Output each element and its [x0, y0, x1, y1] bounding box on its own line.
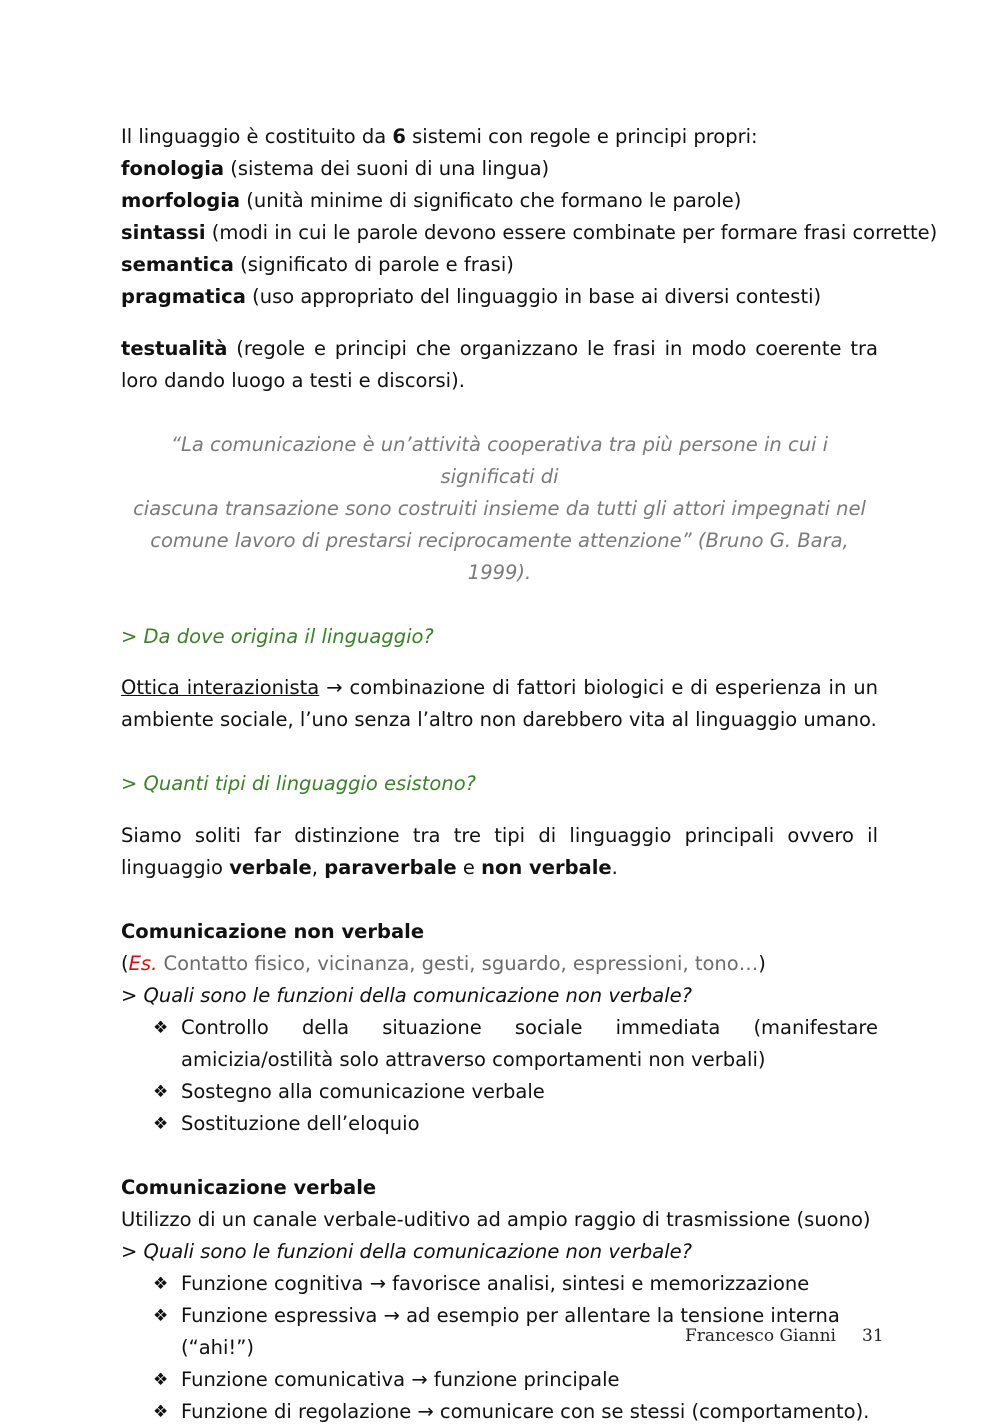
system-item-sintassi	[121, 217, 938, 249]
system-desc: (significato di parole e frasi)	[233, 253, 514, 276]
list-item-text: Funzione espressiva → ad esempio per allentare la tensione interna (“ahi!”)	[181, 1303, 840, 1359]
list-item	[153, 1108, 878, 1140]
system-desc: (uso appropriato del linguaggio in base ai diversi contesti)	[245, 285, 822, 308]
nonverbal-example	[121, 948, 878, 980]
page-content	[121, 121, 938, 1428]
system-term: fonologia	[121, 157, 225, 180]
list-item-text: Funzione di regolazione → comunicare con se stessi (comportamento).	[181, 1399, 870, 1423]
list-item-text: Sostituzione dell’eloquio	[181, 1111, 420, 1135]
list-item-text: Funzione comunicativa → funzione principale	[181, 1367, 620, 1391]
types-paragraph	[121, 820, 878, 884]
type-paraverbale: paraverbale	[324, 855, 457, 879]
verbal-heading: Comunicazione verbale	[121, 1175, 377, 1199]
list-item	[153, 1012, 878, 1076]
verbal-text: Utilizzo di un canale verbale-uditivo ad ampio raggio di trasmissione (suono)	[121, 1207, 871, 1231]
intro-text: Il linguaggio è costituito da	[121, 125, 393, 148]
system-item-pragmatica	[121, 281, 878, 313]
nonverbal-heading: Comunicazione non verbale	[121, 919, 425, 943]
quote-line: comune lavoro di prestarsi reciprocamente attenzione” (Bruno G. Bara, 1999).	[150, 528, 849, 584]
system-term: pragmatica	[121, 285, 246, 308]
origin-paragraph	[121, 672, 878, 736]
intro-text-end: sistemi con regole e principi propri:	[405, 125, 758, 148]
system-item-fonologia	[121, 153, 878, 185]
period: .	[611, 855, 618, 879]
list-item	[153, 1076, 878, 1108]
type-verbale: verbale	[229, 855, 312, 879]
system-term: testualità	[121, 336, 228, 360]
paren-close: )	[758, 951, 766, 975]
origin-text: → combinazione di fattori biologici e di esperienza in un ambiente sociale, l’uno senza l’altro non darebbero vita al linguaggio umano.	[121, 676, 878, 731]
list-item	[153, 1268, 878, 1300]
list-item	[153, 1396, 878, 1428]
diamond-bullet-icon: ❖	[153, 1113, 169, 1134]
diamond-bullet-icon: ❖	[153, 1401, 169, 1422]
nonverbal-functions-list	[121, 1012, 878, 1140]
system-term: sintassi	[121, 221, 206, 244]
page-number: 31	[862, 1326, 884, 1346]
page-footer	[0, 1326, 1000, 1358]
origin-term: Ottica interazionista	[121, 676, 320, 699]
verbal-question: > Quali sono le funzioni della comunicazione non verbale?	[121, 1239, 693, 1263]
system-desc: (modi in cui le parole devono essere combinate per formare frasi corrette)	[205, 221, 938, 244]
list-item-text: Controllo della situazione sociale immediata (manifestare amicizia/ostilità solo attraverso comportamenti non verbali)	[181, 1015, 878, 1071]
system-item-morfologia	[121, 185, 878, 217]
list-item-text: Sostegno alla comunicazione verbale	[181, 1079, 545, 1103]
systems-count: 6	[392, 125, 406, 148]
example-label: Es.	[128, 951, 158, 975]
system-desc: (regole e principi che organizzano le frasi in modo coerente tra loro dando luogo a testi e discorsi).	[121, 336, 878, 392]
quote-line: “La comunicazione è un’attività cooperativa tra più persone in cui i significati di	[170, 432, 829, 488]
intro-line	[121, 121, 878, 153]
types-text: Siamo soliti far distinzione tra tre tipi di linguaggio principali ovvero il linguaggio	[121, 823, 878, 879]
diamond-bullet-icon: ❖	[153, 1273, 169, 1294]
quote-line: ciascuna transazione sono costruiti insieme da tutti gli attori impegnati nel	[133, 496, 866, 520]
diamond-bullet-icon: ❖	[153, 1369, 169, 1390]
diamond-bullet-icon: ❖	[153, 1081, 169, 1102]
example-text: Contatto fisico, vicinanza, gesti, sguardo, espressioni, tono…	[157, 951, 759, 975]
nonverbal-question: > Quali sono le funzioni della comunicazione non verbale?	[121, 983, 693, 1007]
system-term: morfologia	[121, 189, 241, 212]
list-item	[153, 1364, 878, 1396]
diamond-bullet-icon: ❖	[153, 1017, 169, 1038]
list-item-text: Funzione cognitiva → favorisce analisi, sintesi e memorizzazione	[181, 1271, 810, 1295]
system-desc: (unità minime di significato che formano le parole)	[240, 189, 742, 212]
separator: e	[456, 855, 482, 879]
paren-open: (	[121, 951, 129, 975]
system-desc: (sistema dei suoni di una lingua)	[224, 157, 550, 180]
system-item-testualita	[121, 333, 878, 397]
type-non-verbale: non verbale	[481, 855, 612, 879]
quote-block	[121, 429, 878, 589]
system-item-semantica	[121, 249, 878, 281]
footer-author: Francesco Gianni	[685, 1326, 836, 1346]
diamond-bullet-icon: ❖	[153, 1305, 169, 1326]
origin-question: > Da dove origina il linguaggio?	[121, 624, 434, 648]
separator: ,	[311, 855, 325, 879]
types-question: > Quanti tipi di linguaggio esistono?	[121, 772, 476, 795]
system-term: semantica	[121, 253, 234, 276]
